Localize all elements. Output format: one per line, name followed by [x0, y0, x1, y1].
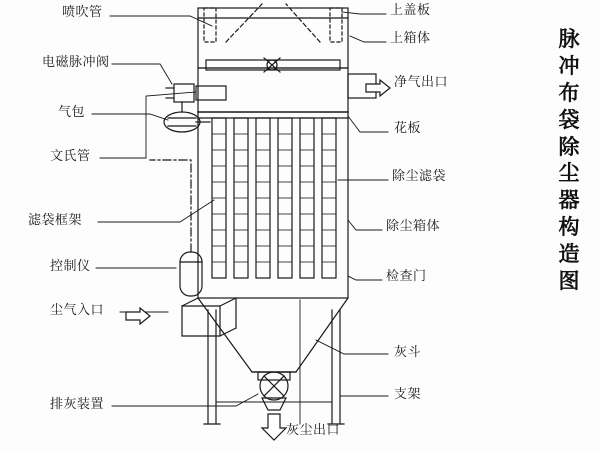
- title-char-5: 尘: [558, 161, 580, 186]
- label-flower-plate: 花板: [394, 121, 422, 136]
- leader-lines-left: [92, 16, 258, 406]
- label-solenoid-pulse-valve: 电磁脉冲阀: [42, 55, 110, 70]
- label-top-cover-plate: 上盖板: [390, 3, 431, 18]
- label-support-frame: 支架: [394, 387, 422, 402]
- label-ash-hopper: 灰斗: [394, 345, 422, 360]
- title-char-9: 图: [558, 268, 580, 293]
- label-air-bag: 气包: [58, 105, 86, 120]
- title-char-2: 布: [558, 80, 580, 105]
- label-dust-filter-bag: 除尘滤袋: [392, 169, 447, 184]
- title-char-1: 冲: [558, 53, 580, 78]
- label-pulse-blow-pipe: 喷吹管: [62, 5, 103, 20]
- venturi-tube-shape: [196, 86, 226, 100]
- label-venturi-tube: 文氏管: [50, 149, 91, 164]
- filter-bags: [212, 118, 336, 278]
- label-dust-box-body: 除尘箱体: [386, 219, 441, 234]
- title-char-0: 脉: [558, 27, 580, 51]
- title-char-3: 袋: [558, 107, 580, 132]
- title-char-8: 造: [558, 242, 580, 266]
- label-dust-outlet: 灰尘出口: [286, 423, 341, 438]
- upper-box-body-shape: [198, 8, 348, 68]
- label-ash-discharge-device: 排灰装置: [50, 397, 105, 412]
- air-bag-shape: [164, 112, 200, 132]
- label-dust-gas-inlet: 尘气入口: [50, 303, 105, 318]
- title-char-7: 构: [558, 215, 580, 240]
- diagram-title: [552, 26, 586, 295]
- label-controller: 控制仪: [50, 259, 91, 274]
- label-inspection-door: 检查门: [386, 269, 427, 284]
- controller-shape: [180, 252, 202, 296]
- title-char-6: 器: [558, 188, 580, 213]
- support-frame-shape: [204, 310, 344, 424]
- dust-box-body-shape: [198, 68, 348, 298]
- title-char-4: 除: [558, 134, 580, 159]
- label-filter-bag-frame: 滤袋框架: [28, 213, 83, 228]
- label-clean-gas-outlet: 净气出口: [394, 75, 449, 90]
- label-upper-box-body: 上箱体: [390, 31, 431, 46]
